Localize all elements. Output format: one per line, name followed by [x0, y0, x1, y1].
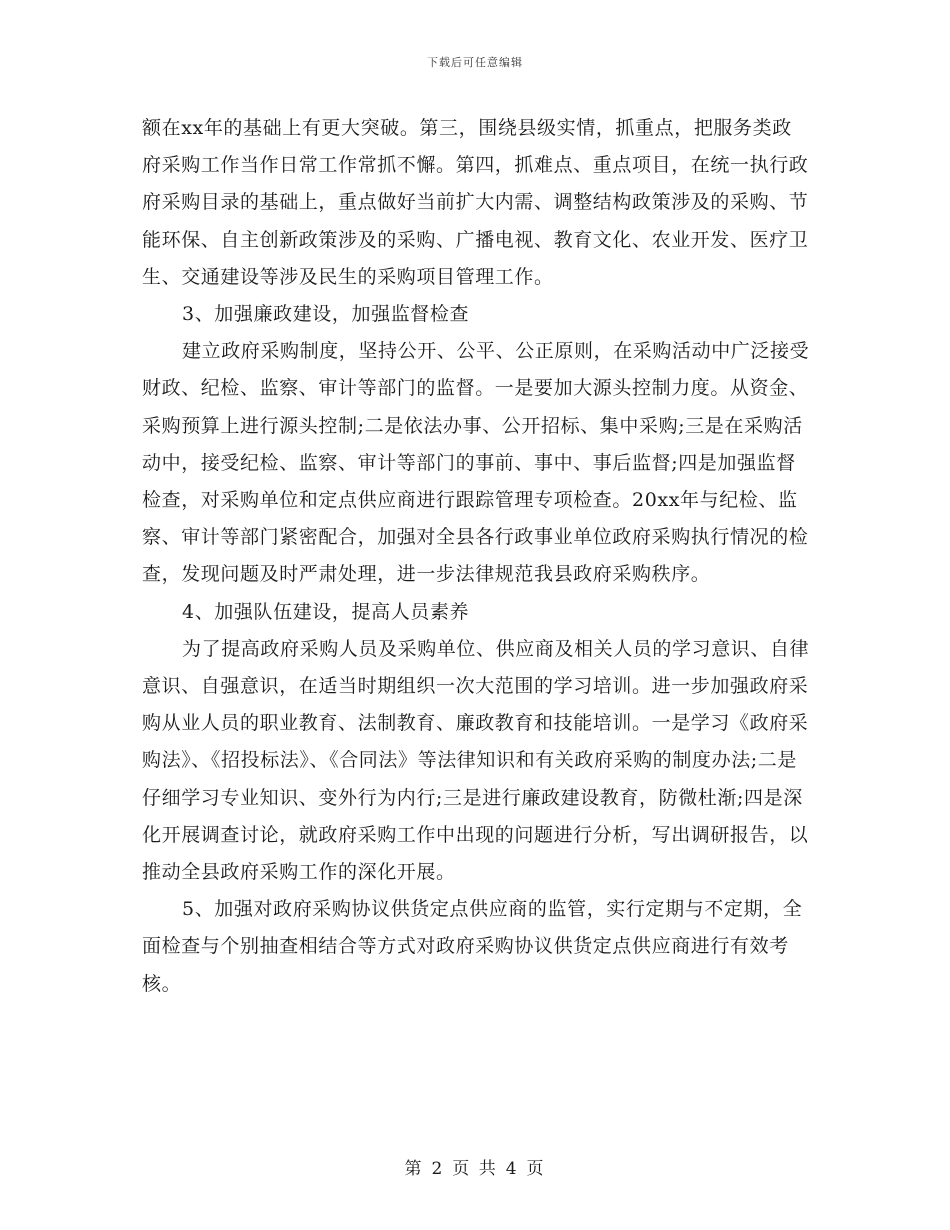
page-number-current: 2 [431, 1159, 445, 1179]
page-header-note: 下载后可任意编辑 [427, 56, 523, 69]
paragraph-continuation: 额在xx年的基础上有更大突破。第三，围绕县级实情，抓重点，把服务类政府采购工作当作日常工作常抓不懈。第四，抓难点、重点项目，在统一执行政府采购目录的基础上，重点做好当前扩大内需、调整结构政策涉及的采购、节能环保、自主创新政策涉及的采购、广播电视、教育文化、农业开发、医疗卫生、交通建设等涉及民生的采购项目管理工作。 [142, 117, 809, 288]
page-number-total: 4 [505, 1159, 519, 1179]
section-heading-3: 3、加强廉政建设，加强监督检查 [182, 303, 470, 326]
page-number-prefix: 第 [404, 1159, 424, 1179]
paragraph-supplier-oversight: 5、加强对政府采购协议供货定点供应商的监管，实行定期与不定期，全面检查与个别抽查相结合等方式对政府采购协议供货定点供应商进行有效考核。 [142, 898, 803, 995]
page-number-middle: 页 共 [452, 1159, 498, 1179]
page-number-suffix: 页 [526, 1159, 546, 1179]
document-body [142, 110, 810, 1003]
section-heading-4: 4、加强队伍建设，提高人员素养 [182, 600, 470, 623]
paragraph-training: 为了提高政府采购人员及采购单位、供应商及相关人员的学习意识、自律意识、自强意识，在适当时期组织一次大范围的学习培训。进一步加强政府采购从业人员的职业教育、法制教育、廉政教育和技能培训。一是学习《政府采购法》、《招投标法》、《合同法》等法律知识和有关政府采购的制度办法;二是仔细学习专业知识、变外行为内行;三是进行廉政建设教育，防微杜渐;四是深化开展调查讨论，就政府采购工作中出现的问题进行分析，写出调研报告，以推动全县政府采购工作的深化开展。 [142, 637, 810, 884]
page-number [0, 1154, 950, 1179]
paragraph-supervision: 建立政府采购制度，坚持公开、公平、公正原则，在采购活动中广泛接受财政、纪检、监察、审计等部门的监督。一是要加大源头控制力度。从资金、采购预算上进行源头控制;二是依法办事、公开招标、集中采购;三是在采购活动中，接受纪检、监察、审计等部门的事前、事中、事后监督;四是加强监督检查，对采购单位和定点供应商进行跟踪管理专项检查。20xx年与纪检、监察、审计等部门紧密配合，加强对全县各行政事业单位政府采购执行情况的检查，发现问题及时严肃处理，进一步法律规范我县政府采购秩序。 [142, 340, 810, 586]
